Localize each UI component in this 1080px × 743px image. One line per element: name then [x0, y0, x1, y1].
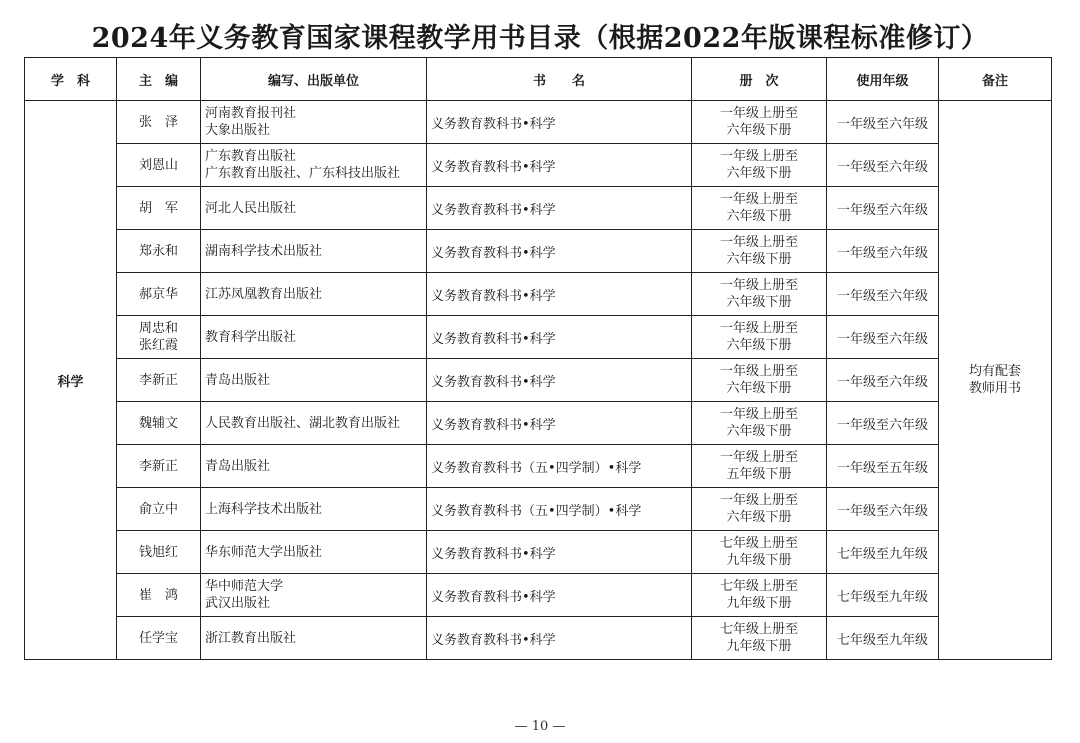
- cell-line: 广东教育出版社、广东科技出版社: [205, 166, 401, 181]
- cell-line: 六年级下册: [726, 252, 792, 267]
- cell-line: 张 泽: [138, 114, 178, 130]
- cell-book-title: 义务教育教科书•科学: [427, 187, 692, 230]
- cell-line: 武汉出版社: [205, 596, 271, 611]
- cell-book-title: 义务教育教科书•科学: [427, 574, 692, 617]
- cell-grade: 一年级至六年级: [827, 488, 939, 531]
- cell-line: 河南教育报刊社: [205, 106, 297, 121]
- cell-editor: [117, 402, 201, 445]
- cell-editor: [117, 273, 201, 316]
- cell-line: 张红霞: [138, 338, 178, 353]
- cell-book-title: 义务教育教科书•科学: [427, 617, 692, 660]
- cell-grade: 七年级至九年级: [827, 574, 939, 617]
- cell-line: 六年级下册: [726, 381, 792, 396]
- cell-grade: 一年级至六年级: [827, 101, 939, 144]
- cell-grade: 一年级至六年级: [827, 359, 939, 402]
- cell-volume: [692, 359, 827, 402]
- cell-grade: 一年级至六年级: [827, 187, 939, 230]
- cell-line: 大象出版社: [205, 123, 271, 138]
- cell-line: 俞立中: [138, 501, 178, 517]
- cell-editor: [117, 144, 201, 187]
- cell-book-title: 义务教育教科书•科学: [427, 230, 692, 273]
- cell-publisher: [201, 617, 427, 660]
- cell-line: 七年级上册至: [719, 579, 798, 594]
- cell-grade: 一年级至五年级: [827, 445, 939, 488]
- cell-volume: [692, 144, 827, 187]
- cell-line: 魏辅文: [138, 415, 178, 431]
- cell-volume: [692, 316, 827, 359]
- cell-editor: [117, 359, 201, 402]
- cell-line: 青岛出版社: [205, 458, 271, 474]
- cell-volume: [692, 531, 827, 574]
- cell-book-title: 义务教育教科书•科学: [427, 273, 692, 316]
- cell-line: 湖南科学技术出版社: [205, 243, 323, 259]
- cell-editor: [117, 445, 201, 488]
- cell-book-title: 义务教育教科书（五•四学制）•科学: [427, 488, 692, 531]
- table-row: [25, 488, 1052, 531]
- cell-line: 六年级下册: [726, 209, 792, 224]
- table-body: [25, 101, 1052, 660]
- cell-line: 一年级上册至: [719, 235, 798, 250]
- cell-book-title: 义务教育教科书•科学: [427, 101, 692, 144]
- cell-publisher: [201, 273, 427, 316]
- cell-subject: 科学: [25, 101, 117, 660]
- cell-grade: 一年级至六年级: [827, 273, 939, 316]
- cell-line: 一年级上册至: [719, 450, 798, 465]
- cell-line: 崔 鸿: [138, 587, 178, 603]
- cell-line: 六年级下册: [726, 166, 792, 181]
- cell-line: 一年级上册至: [719, 278, 798, 293]
- cell-publisher: [201, 359, 427, 402]
- table-row: [25, 617, 1052, 660]
- cell-line: 胡 军: [138, 200, 178, 216]
- cell-line: 一年级上册至: [719, 407, 798, 422]
- cell-editor: [117, 488, 201, 531]
- cell-line: 任学宝: [138, 630, 178, 646]
- cell-grade: 一年级至六年级: [827, 230, 939, 273]
- cell-editor: [117, 617, 201, 660]
- cell-line: 七年级上册至: [719, 536, 798, 551]
- cell-line: 六年级下册: [726, 338, 792, 353]
- cell-line: 六年级下册: [726, 510, 792, 525]
- cell-volume: [692, 617, 827, 660]
- cell-line: 六年级下册: [726, 295, 792, 310]
- cell-volume: [692, 445, 827, 488]
- cell-note: [939, 101, 1052, 660]
- cell-editor: [117, 230, 201, 273]
- cell-line: 浙江教育出版社: [205, 630, 297, 646]
- cell-publisher: [201, 531, 427, 574]
- cell-line: 河北人民出版社: [205, 200, 297, 216]
- cell-editor: [117, 531, 201, 574]
- cell-line: 均有配套: [968, 364, 1021, 379]
- cell-line: 六年级下册: [726, 424, 792, 439]
- table-row: [25, 531, 1052, 574]
- cell-editor: [117, 574, 201, 617]
- header-volume: 册 次: [692, 58, 827, 101]
- table-row: [25, 402, 1052, 445]
- cell-volume: [692, 488, 827, 531]
- table-row: [25, 316, 1052, 359]
- cell-editor: [117, 187, 201, 230]
- header-note: 备注: [939, 58, 1052, 101]
- cell-line: 一年级上册至: [719, 493, 798, 508]
- cell-line: 七年级上册至: [719, 622, 798, 637]
- cell-grade: 一年级至六年级: [827, 316, 939, 359]
- cell-book-title: 义务教育教科书•科学: [427, 144, 692, 187]
- table-row: [25, 144, 1052, 187]
- cell-editor: [117, 316, 201, 359]
- cell-line: 教育科学出版社: [205, 329, 297, 345]
- cell-line: 五年级下册: [726, 467, 792, 482]
- cell-book-title: 义务教育教科书（五•四学制）•科学: [427, 445, 692, 488]
- header-publisher: 编写、出版单位: [201, 58, 427, 101]
- cell-grade: 一年级至六年级: [827, 402, 939, 445]
- cell-line: 郝京华: [138, 286, 178, 302]
- cell-publisher: [201, 316, 427, 359]
- table-row: [25, 230, 1052, 273]
- cell-line: 九年级下册: [726, 553, 792, 568]
- cell-line: 一年级上册至: [719, 192, 798, 207]
- cell-line: 郑永和: [138, 243, 178, 259]
- header-grade: 使用年级: [827, 58, 939, 101]
- cell-grade: 七年级至九年级: [827, 531, 939, 574]
- cell-line: 李新正: [138, 458, 178, 474]
- cell-volume: [692, 230, 827, 273]
- cell-publisher: [201, 230, 427, 273]
- cell-line: 华中师范大学: [205, 579, 284, 594]
- cell-book-title: 义务教育教科书•科学: [427, 316, 692, 359]
- cell-line: 李新正: [138, 372, 178, 388]
- cell-publisher: [201, 574, 427, 617]
- cell-grade: 七年级至九年级: [827, 617, 939, 660]
- cell-volume: [692, 574, 827, 617]
- cell-book-title: 义务教育教科书•科学: [427, 531, 692, 574]
- cell-editor: [117, 101, 201, 144]
- cell-line: 上海科学技术出版社: [205, 501, 323, 517]
- cell-volume: [692, 273, 827, 316]
- table-row: [25, 445, 1052, 488]
- table-row: [25, 187, 1052, 230]
- textbook-catalog-table: [24, 57, 1052, 660]
- cell-line: 一年级上册至: [719, 149, 798, 164]
- cell-line: 刘恩山: [138, 157, 178, 173]
- cell-line: 一年级上册至: [719, 106, 798, 121]
- cell-publisher: [201, 187, 427, 230]
- table-row: [25, 359, 1052, 402]
- page-number: — 10 —: [514, 719, 566, 734]
- cell-line: 广东教育出版社: [205, 149, 297, 164]
- cell-line: 江苏凤凰教育出版社: [205, 286, 323, 302]
- cell-line: 青岛出版社: [205, 372, 271, 388]
- cell-line: 一年级上册至: [719, 321, 798, 336]
- cell-line: 钱旭红: [138, 544, 178, 560]
- table-row: [25, 273, 1052, 316]
- cell-volume: [692, 187, 827, 230]
- cell-line: 一年级上册至: [719, 364, 798, 379]
- header-editor: 主 编: [117, 58, 201, 101]
- table-header-row: [25, 58, 1052, 101]
- table-row: [25, 574, 1052, 617]
- cell-volume: [692, 101, 827, 144]
- cell-publisher: [201, 488, 427, 531]
- cell-grade: 一年级至六年级: [827, 144, 939, 187]
- page-title: 2024年义务教育国家课程教学用书目录（根据2022年版课程标准修订）: [91, 23, 989, 54]
- header-subject: 学 科: [25, 58, 117, 101]
- cell-book-title: 义务教育教科书•科学: [427, 359, 692, 402]
- cell-line: 周忠和: [138, 321, 178, 336]
- cell-line: 人民教育出版社、湖北教育出版社: [205, 415, 401, 431]
- table-row: [25, 101, 1052, 144]
- cell-publisher: [201, 101, 427, 144]
- header-book: 书 名: [427, 58, 692, 101]
- cell-line: 教师用书: [968, 381, 1021, 396]
- cell-publisher: [201, 445, 427, 488]
- cell-line: 华东师范大学出版社: [205, 544, 323, 560]
- cell-book-title: 义务教育教科书•科学: [427, 402, 692, 445]
- cell-line: 九年级下册: [726, 596, 792, 611]
- cell-publisher: [201, 144, 427, 187]
- cell-volume: [692, 402, 827, 445]
- cell-line: 六年级下册: [726, 123, 792, 138]
- cell-line: 九年级下册: [726, 639, 792, 654]
- cell-publisher: [201, 402, 427, 445]
